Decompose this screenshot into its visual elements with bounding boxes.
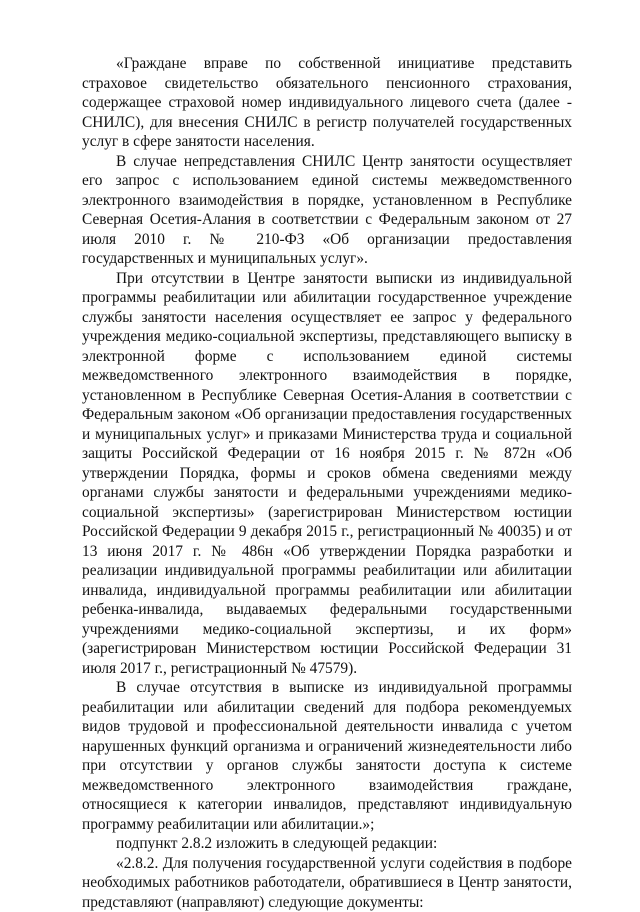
paragraph-snils-request: В случае непредставления СНИЛС Центр занятости осуществляет его запрос с использованием единой системы межведомственного электронного взаимодействия в порядке, установленном в Республике Северная Осетия-Алания в соответствии с Федеральным законом от 27 июля 2010 г. № 210-ФЗ «Об организации предоставления государственных и муниципальных услуг». bbox=[82, 152, 572, 269]
document-body bbox=[82, 54, 572, 912]
paragraph-2-8-2: «2.8.2. Для получения государственной услуги содействия в подборе необходимых работников работодатели, обратившиеся в Центр занятости, представляют (направляют) следующие документы: bbox=[82, 854, 572, 912]
paragraph-rehab-extract: При отсутствии в Центре занятости выписки из индивидуальной программы реабилитации или абилитации государственное учреждение службы занятости населения осуществляет ее запрос у федерального учреждения медико-социальной экспертизы, представляющего выписку в электронной форме с использованием единой системы межведомственного электронного взаимодействия в порядке, установленном в Республике Северная Осетия-Алания в соответствии с Федеральным законом «Об организации предоставления государственных и муниципальных услуг» и приказами Министерства труда и социальной защиты Российской Федерации от 16 ноября 2015 г. № 872н «Об утверждении Порядка, формы и сроков обмена сведениями между органами службы занятости и федеральными учреждениями медико-социальной экспертизы» (зарегистрирован Министерством юстиции Российской Федерации 9 декабря 2015 г., регистрационный № 40035) и от 13 июня 2017 г. № 486н «Об утверждении Порядка разработки и реализации индивидуальной программы реабилитации или абилитации инвалида, индивидуальной программы реабилитации или абилитации ребенка-инвалида, выдаваемых федеральными государственными учреждениями медико-социальной экспертизы, и их форм» (зарегистрирован Министерством юстиции Российской Федерации 31 июля 2017 г., регистрационный № 47579). bbox=[82, 269, 572, 679]
paragraph-rehab-absence: В случае отсутствия в выписке из индивидуальной программы реабилитации или абилитации сведений для подбора рекомендуемых видов трудовой и профессиональной деятельности инвалида с учетом нарушенных функций организма и ограничений жизнедеятельности либо при отсутствии у органов службы занятости доступа к системе межведомственного электронного взаимодействия граждане, относящиеся к категории инвалидов, представляют индивидуальную программу реабилитации или абилитации.»; bbox=[82, 678, 572, 834]
paragraph-snils-right: «Граждане вправе по собственной инициативе представить страховое свидетельство обязательного пенсионного страхования, содержащее страховой номер индивидуального лицевого счета (далее - СНИЛС), для внесения СНИЛС в регистр получателей государственных услуг в сфере занятости населения. bbox=[82, 54, 572, 152]
paragraph-subclause-amend: подпункт 2.8.2 изложить в следующей редакции: bbox=[82, 834, 572, 854]
